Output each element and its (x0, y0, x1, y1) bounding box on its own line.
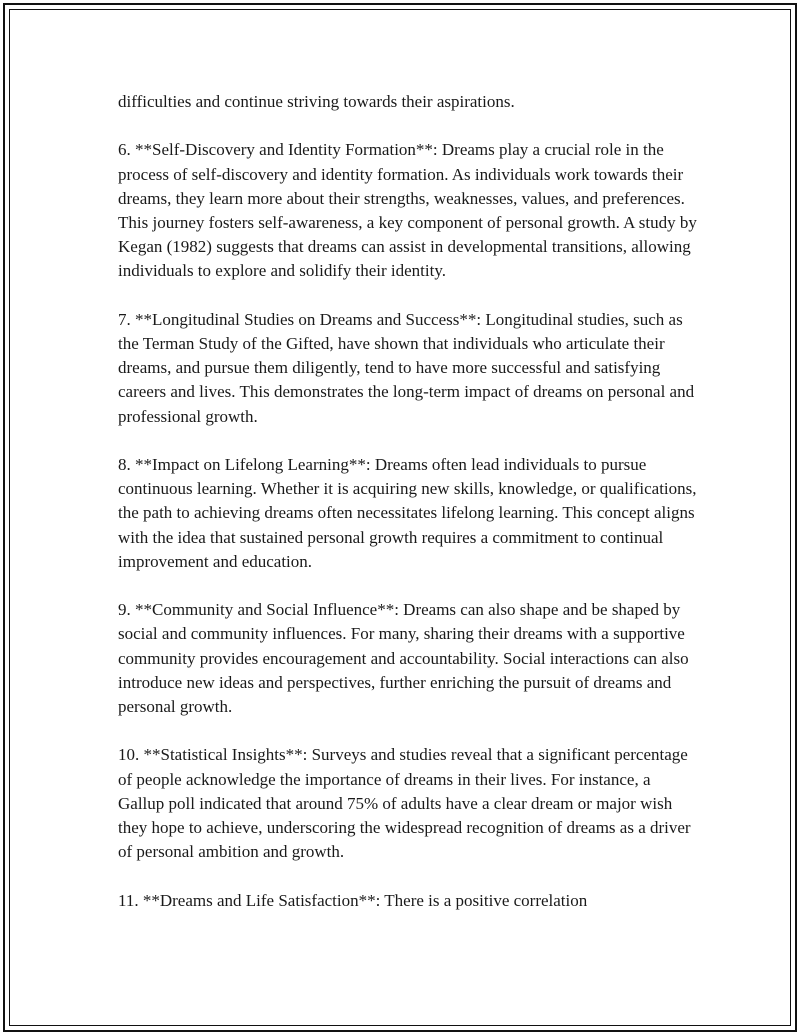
paragraph-self-discovery: 6. **Self-Discovery and Identity Formation**: Dreams play a crucial role in the process of self-discovery and identity formation. As individuals work towards their dreams, they learn more about their strengths, weaknesses, values, and preferences. This journey fosters self-awareness, a key component of personal growth. A study by Kegan (1982) suggests that dreams can assist in developmental transitions, allowing individuals to explore and solidify their identity. (118, 140, 697, 281)
paragraph-community-influence: 9. **Community and Social Influence**: Dreams can also shape and be shaped by social and community influences. For many, sharing their dreams with a supportive community provides encouragement and accountability. Social interactions can also introduce new ideas and perspectives, further enriching the pursuit of dreams and personal growth. (118, 600, 689, 717)
paragraph-lifelong-learning: 8. **Impact on Lifelong Learning**: Dreams often lead individuals to pursue continuous learning. Whether it is acquiring new skills, knowledge, or qualifications, the path to achieving dreams often necessitates lifelong learning. This concept aligns with the idea that sustained personal growth requires a commitment to continual improvement and education. (118, 455, 697, 571)
document-body (118, 90, 698, 913)
paragraph-life-satisfaction: 11. **Dreams and Life Satisfaction**: There is a positive correlation (118, 890, 588, 910)
paragraph-longitudinal-studies: 7. **Longitudinal Studies on Dreams and Success**: Longitudinal studies, such as the Terman Study of the Gifted, have shown that individuals who articulate their dreams, and pursue them diligently, tend to have more successful and satisfying careers and lives. This demonstrates the long-term impact of dreams on personal and professional growth. (118, 309, 695, 426)
paragraph-statistical-insights: 10. **Statistical Insights**: Surveys and studies reveal that a significant percentage of people acknowledge the importance of dreams in their lives. For instance, a Gallup poll indicated that around 75% of adults have a clear dream or major wish they hope to achieve, underscoring the widespread recognition of dreams as a driver of personal ambition and growth. (118, 745, 691, 862)
paragraph-continuation: difficulties and continue striving towards their aspirations. (118, 92, 515, 111)
